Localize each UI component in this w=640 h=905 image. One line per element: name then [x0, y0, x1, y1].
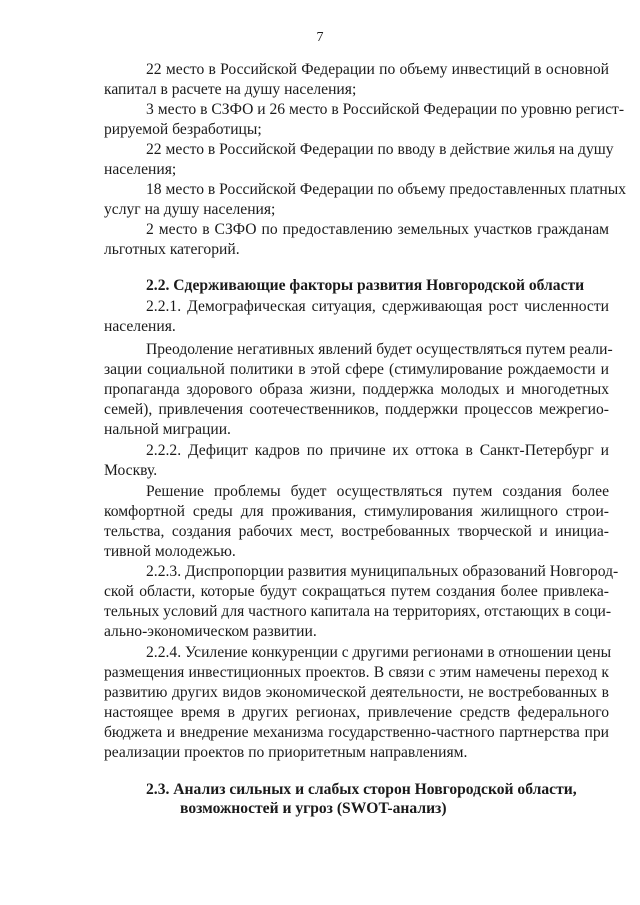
text-line: тивной молодежью.: [104, 543, 236, 560]
text-line: капитал в расчете на душу населения;: [104, 81, 357, 98]
text-line: пропаганда здорового образа жизни, поддержка молодых и многодетных: [104, 381, 609, 398]
text-line: 18 место в Российской Федерации по объему предоставленных платных: [146, 181, 627, 198]
text-line: Решение проблемы будет осуществляться путем создания более: [146, 483, 609, 500]
section-heading-continued: возможностей и угроз (SWOT-анализ): [180, 800, 447, 817]
text-line: 2 место в СЗФО по предоставлению земельных участков гражданам: [146, 221, 609, 238]
text-line: Преодоление негативных явлений будет осуществляться путем реали-: [146, 341, 613, 358]
text-line: реализации проектов по приоритетным направлениям.: [104, 744, 468, 761]
text-line: услуг на душу населения;: [104, 201, 276, 218]
text-line: комфортной среды для проживания, стимулирования жилищного строи-: [104, 503, 609, 520]
text-line: ально-экономическом развитии.: [104, 623, 317, 640]
text-line: Москву.: [104, 462, 158, 479]
text-line: 3 место в СЗФО и 26 место в Российской Федерации по уровню регист-: [146, 101, 625, 118]
text-line: населения;: [104, 161, 177, 178]
text-line: тельных условий для частного капитала на территориях, отстающих в соци-: [104, 603, 612, 620]
section-heading: 2.3. Анализ сильных и слабых сторон Новгородской области,: [146, 781, 577, 798]
text-line: тельства, создания рабочих мест, востребованных творческой и инициа-: [104, 523, 609, 540]
text-line: льготных категорий.: [104, 241, 240, 258]
text-line: зации социальной политики в этой сфере (стимулирование рождаемости и: [104, 361, 609, 378]
text-line: ской области, которые будут сокращаться путем создания более привлека-: [104, 583, 609, 600]
text-line: населения.: [104, 318, 176, 335]
text-line: бюджета и внедрение механизма государственно-частного партнерства при: [104, 724, 609, 741]
page-number: 7: [316, 30, 324, 45]
text-line: 2.2.4. Усиление конкуренции с другими регионами в отношении цены: [146, 644, 612, 661]
text-line: размещения инвестиционных проектов. В связи с этим намечены переход к: [104, 664, 609, 681]
text-line: 2.2.2. Дефицит кадров по причине их оттока в Санкт-Петербург и: [146, 442, 609, 459]
text-line: развитию других видов экономической деятельности, не востребованных в: [104, 684, 609, 701]
text-line: 22 место в Российской Федерации по вводу в действие жилья на душу: [146, 141, 614, 158]
text-line: семей), привлечения соотечественников, поддержки процессов межрегио-: [104, 401, 609, 418]
text-line: нальной миграции.: [104, 421, 231, 438]
text-line: 22 место в Российской Федерации по объему инвестиций в основной: [146, 61, 609, 78]
section-heading: 2.2. Сдерживающие факторы развития Новгородской области: [146, 277, 585, 294]
text-line: 2.2.1. Демографическая ситуация, сдерживающая рост численности: [146, 298, 609, 315]
text-line: рируемой безработицы;: [104, 121, 262, 138]
text-line: настоящее время в других регионах, привлечение средств федерального: [104, 704, 609, 721]
text-line: 2.2.3. Диспропорции развития муниципальных образований Новгород-: [146, 563, 619, 580]
